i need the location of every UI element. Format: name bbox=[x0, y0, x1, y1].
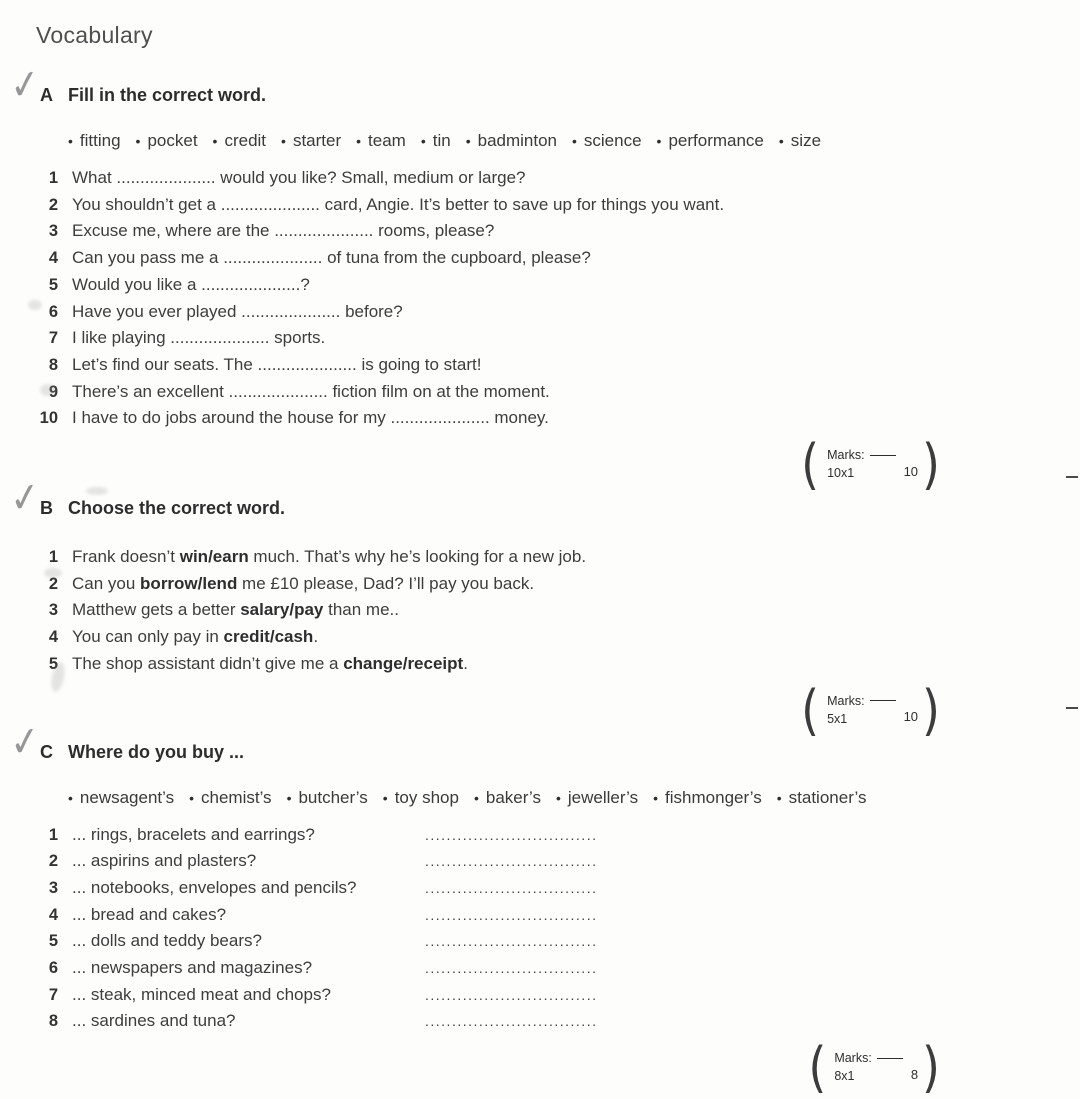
word-bank-item bbox=[777, 786, 867, 810]
bullet-icon bbox=[421, 129, 426, 153]
question-text: ... rings, bracelets and earrings? bbox=[72, 824, 315, 844]
question-text: ... notebooks, envelopes and pencils? bbox=[72, 877, 357, 897]
question-row bbox=[36, 624, 1080, 651]
answer-line[interactable]: ................................ bbox=[425, 853, 598, 870]
marks-formula: 10x1 bbox=[827, 466, 855, 481]
question-text: ... dolls and teddy bears? bbox=[72, 931, 262, 951]
question-number: 4 bbox=[48, 905, 58, 924]
marks-wrap bbox=[36, 1043, 940, 1091]
choice-words: credit/cash bbox=[223, 627, 314, 647]
choice-words: borrow/lend bbox=[140, 573, 238, 593]
word-bank-word: tin bbox=[432, 131, 451, 150]
question-row bbox=[36, 902, 1080, 929]
answer-line[interactable]: ................................ bbox=[425, 826, 598, 843]
word-bank-word: fishmonger’s bbox=[665, 787, 762, 807]
section-heading-row bbox=[36, 496, 1080, 520]
word-bank-item bbox=[136, 129, 198, 153]
question-row bbox=[36, 982, 1080, 1009]
handwritten-checkmark-icon bbox=[9, 70, 42, 101]
marks-dash-line bbox=[877, 1058, 903, 1059]
word-bank-word: jeweller’s bbox=[567, 787, 639, 807]
word-bank-word: pocket bbox=[147, 131, 198, 150]
question-number: 3 bbox=[48, 222, 58, 241]
bullet-icon bbox=[777, 786, 782, 810]
marks-box bbox=[801, 440, 940, 488]
question-row bbox=[36, 272, 1080, 299]
word-bank-item bbox=[356, 129, 406, 153]
question-row bbox=[36, 955, 1080, 982]
sentence-text: The shop assistant didn’t give me a bbox=[72, 653, 344, 673]
question-text bbox=[72, 597, 1080, 624]
sentence-text: . bbox=[313, 627, 319, 647]
marks-formula: 8x1 bbox=[834, 1069, 855, 1084]
word-bank-word: butcher’s bbox=[298, 787, 368, 807]
question-number: 1 bbox=[48, 169, 58, 187]
question-list bbox=[36, 544, 1080, 678]
question-row bbox=[36, 651, 1080, 678]
section-heading: Fill in the correct word. bbox=[68, 85, 267, 105]
question-list bbox=[36, 165, 1080, 432]
page-title: Vocabulary bbox=[36, 22, 153, 48]
section-c bbox=[36, 740, 1080, 1092]
answer-line[interactable]: ................................ bbox=[425, 1013, 598, 1030]
sentence-text: Frank doesn’t bbox=[72, 547, 180, 567]
marks-dash-line bbox=[870, 455, 896, 456]
bullet-icon bbox=[466, 129, 471, 153]
scan-smudge bbox=[40, 384, 56, 396]
open-paren bbox=[801, 681, 819, 738]
question-number: 2 bbox=[48, 852, 58, 871]
question-row bbox=[36, 325, 1080, 352]
word-bank bbox=[68, 129, 1080, 153]
close-paren bbox=[922, 436, 940, 493]
marks-formula: 5x1 bbox=[827, 711, 848, 726]
word-bank-word: performance bbox=[668, 131, 764, 150]
handwritten-checkmark-icon bbox=[9, 483, 42, 514]
sentence-text: Can you bbox=[72, 573, 141, 593]
answer-line[interactable]: ................................ bbox=[425, 960, 598, 977]
question-row bbox=[36, 192, 1080, 219]
word-bank-item bbox=[466, 129, 557, 153]
question-row bbox=[36, 299, 1080, 326]
question-text: Would you like a .....................? bbox=[72, 274, 310, 294]
word-bank-item bbox=[281, 129, 341, 153]
question-number: 4 bbox=[48, 249, 58, 268]
question-text: ... aspirins and plasters? bbox=[72, 851, 257, 871]
word-bank-word: chemist’s bbox=[201, 787, 272, 807]
marks-total: 10 bbox=[903, 463, 919, 479]
question-number: 6 bbox=[48, 302, 58, 321]
section-b bbox=[36, 496, 1080, 734]
bullet-icon bbox=[657, 129, 662, 153]
question-text: ... steak, minced meat and chops? bbox=[72, 984, 331, 1004]
marks-row bbox=[827, 694, 896, 708]
question-row bbox=[36, 875, 1080, 902]
marks-inner bbox=[826, 1043, 909, 1091]
section-letter: A bbox=[40, 85, 53, 105]
question-text bbox=[72, 624, 1080, 651]
word-bank-item bbox=[213, 129, 266, 153]
question-row bbox=[36, 822, 1080, 849]
question-row bbox=[36, 848, 1080, 875]
section-a bbox=[36, 83, 1080, 488]
choice-words: salary/pay bbox=[240, 600, 324, 620]
word-bank-word: toy shop bbox=[394, 787, 459, 807]
marks-label: Marks: bbox=[827, 448, 865, 463]
sentence-text: You can only pay in bbox=[72, 627, 224, 647]
question-text: You shouldn’t get a ..................... card, Angie. It’s better to save up for things you want. bbox=[72, 194, 725, 214]
question-text bbox=[72, 544, 1080, 571]
question-number: 5 bbox=[48, 654, 58, 673]
question-number: 1 bbox=[48, 548, 58, 567]
marks-box bbox=[808, 1043, 940, 1091]
word-bank-word: newsagent’s bbox=[79, 787, 175, 807]
marks-dash-line bbox=[870, 700, 896, 701]
scan-smudge bbox=[86, 487, 108, 495]
question-row bbox=[36, 928, 1080, 955]
marks-wrap bbox=[36, 440, 940, 488]
marks-label: Marks: bbox=[827, 693, 865, 708]
word-bank-word: team bbox=[368, 131, 406, 150]
word-bank-item bbox=[556, 786, 638, 810]
sentence-text: Matthew gets a better bbox=[72, 600, 241, 620]
question-text: ... bread and cakes? bbox=[72, 904, 227, 924]
word-bank-word: badminton bbox=[477, 131, 557, 150]
question-row bbox=[36, 571, 1080, 598]
question-number: 3 bbox=[48, 878, 58, 897]
marks-label: Marks: bbox=[834, 1051, 872, 1066]
answer-line[interactable]: ................................ bbox=[425, 933, 598, 950]
marks-total: 8 bbox=[910, 1066, 919, 1082]
handwritten-checkmark-icon bbox=[9, 726, 42, 757]
question-text: Let’s find our seats. The ..................... is going to start! bbox=[72, 354, 482, 374]
choice-words: change/receipt bbox=[343, 653, 464, 673]
sentence-text: . bbox=[463, 653, 468, 673]
scan-smudge bbox=[44, 568, 62, 578]
bullet-icon bbox=[474, 786, 479, 810]
sentence-text: much. That’s why he’s looking for a new job. bbox=[248, 547, 587, 567]
question-row bbox=[36, 218, 1080, 245]
question-text bbox=[72, 571, 1080, 598]
question-row bbox=[36, 352, 1080, 379]
word-bank-word: science bbox=[583, 131, 642, 150]
word-bank-item bbox=[68, 129, 121, 153]
word-bank-item bbox=[189, 786, 271, 810]
question-text bbox=[72, 651, 1080, 678]
bullet-icon bbox=[356, 129, 361, 153]
word-bank-item bbox=[287, 786, 368, 810]
question-text: Have you ever played ..................... before? bbox=[72, 301, 403, 321]
question-number: 10 bbox=[39, 409, 58, 428]
open-paren bbox=[808, 1039, 826, 1096]
section-heading-row bbox=[36, 83, 1080, 107]
close-paren bbox=[922, 1039, 940, 1096]
question-number: 5 bbox=[48, 275, 58, 294]
question-row bbox=[36, 1008, 1080, 1035]
sections-container bbox=[36, 83, 1080, 1091]
question-text: Can you pass me a ..................... of tuna from the cupboard, please? bbox=[72, 248, 591, 268]
word-bank-word: credit bbox=[224, 131, 267, 150]
word-bank-item bbox=[383, 786, 459, 810]
bullet-icon bbox=[653, 786, 658, 810]
bullet-icon bbox=[68, 786, 73, 810]
question-text: ... newspapers and magazines? bbox=[72, 958, 313, 978]
question-text: I like playing ..................... sports. bbox=[72, 328, 326, 348]
bullet-icon bbox=[556, 786, 561, 810]
word-bank-word: starter bbox=[292, 131, 342, 150]
question-text: What ..................... would you like? Small, medium or large? bbox=[72, 168, 526, 187]
question-row bbox=[36, 405, 1080, 432]
marks-total: 10 bbox=[903, 709, 919, 725]
question-text: There’s an excellent ..................... fiction film on at the moment. bbox=[72, 381, 550, 401]
word-bank-item bbox=[474, 786, 541, 810]
word-bank-item bbox=[779, 129, 821, 153]
answer-line[interactable]: ................................ bbox=[425, 906, 598, 923]
word-bank-word: fitting bbox=[79, 131, 121, 150]
word-bank-word: stationer’s bbox=[788, 787, 867, 807]
word-bank-item bbox=[653, 786, 762, 810]
question-number: 8 bbox=[48, 355, 58, 374]
section-heading: Where do you buy ... bbox=[68, 741, 245, 762]
scan-edge-dash bbox=[1066, 476, 1078, 478]
question-number: 5 bbox=[48, 932, 58, 951]
question-number: 2 bbox=[48, 574, 58, 593]
question-row bbox=[36, 544, 1080, 571]
word-bank-word: baker’s bbox=[485, 787, 541, 807]
section-letter: C bbox=[40, 741, 53, 762]
question-number: 7 bbox=[48, 329, 58, 348]
bullet-icon bbox=[68, 129, 73, 153]
question-number: 2 bbox=[48, 195, 58, 214]
question-number: 8 bbox=[48, 1012, 58, 1031]
scan-smudge bbox=[28, 300, 42, 310]
bullet-icon bbox=[136, 129, 141, 153]
sentence-text: than me.. bbox=[323, 600, 399, 620]
bullet-icon bbox=[287, 786, 292, 810]
choice-words: win/earn bbox=[179, 547, 249, 567]
answer-line[interactable]: ................................ bbox=[425, 879, 598, 896]
bullet-icon bbox=[383, 786, 388, 810]
bullet-icon bbox=[572, 129, 577, 153]
word-bank-item bbox=[657, 129, 764, 153]
question-number: 6 bbox=[48, 959, 58, 978]
close-paren bbox=[922, 681, 940, 738]
question-row bbox=[36, 245, 1080, 272]
marks-inner bbox=[819, 686, 902, 734]
word-bank-item bbox=[421, 129, 451, 153]
marks-wrap bbox=[36, 686, 940, 734]
word-bank bbox=[68, 786, 1080, 810]
word-bank-item bbox=[572, 129, 642, 153]
marks-row bbox=[827, 448, 896, 462]
question-row bbox=[36, 597, 1080, 624]
question-text: ... sardines and tuna? bbox=[72, 1011, 236, 1031]
question-list bbox=[36, 822, 1080, 1036]
bullet-icon bbox=[213, 129, 218, 153]
section-heading-row bbox=[36, 740, 1080, 764]
question-number: 9 bbox=[48, 382, 58, 401]
question-number: 3 bbox=[48, 601, 58, 620]
bullet-icon bbox=[779, 129, 784, 153]
question-row bbox=[36, 379, 1080, 406]
answer-line[interactable]: ................................ bbox=[425, 986, 598, 1003]
question-row bbox=[36, 165, 1080, 192]
marks-box bbox=[801, 686, 940, 734]
sentence-text: me £10 please, Dad? I’ll pay you back. bbox=[237, 573, 535, 593]
scan-edge-dash bbox=[1066, 707, 1078, 709]
marks-row bbox=[834, 1051, 903, 1065]
section-heading: Choose the correct word. bbox=[68, 498, 286, 519]
question-text: I have to do jobs around the house for my ..................... money. bbox=[72, 408, 549, 428]
word-bank-item bbox=[68, 786, 174, 810]
word-bank-word: size bbox=[790, 131, 822, 150]
question-number: 4 bbox=[48, 628, 58, 647]
question-text: Excuse me, where are the ..................... rooms, please? bbox=[72, 221, 495, 241]
bullet-icon bbox=[189, 786, 194, 810]
bullet-icon bbox=[281, 129, 286, 153]
question-number: 7 bbox=[48, 985, 58, 1004]
question-number: 1 bbox=[48, 825, 58, 844]
section-letter: B bbox=[40, 498, 53, 519]
open-paren bbox=[801, 436, 819, 493]
marks-inner bbox=[819, 440, 902, 488]
